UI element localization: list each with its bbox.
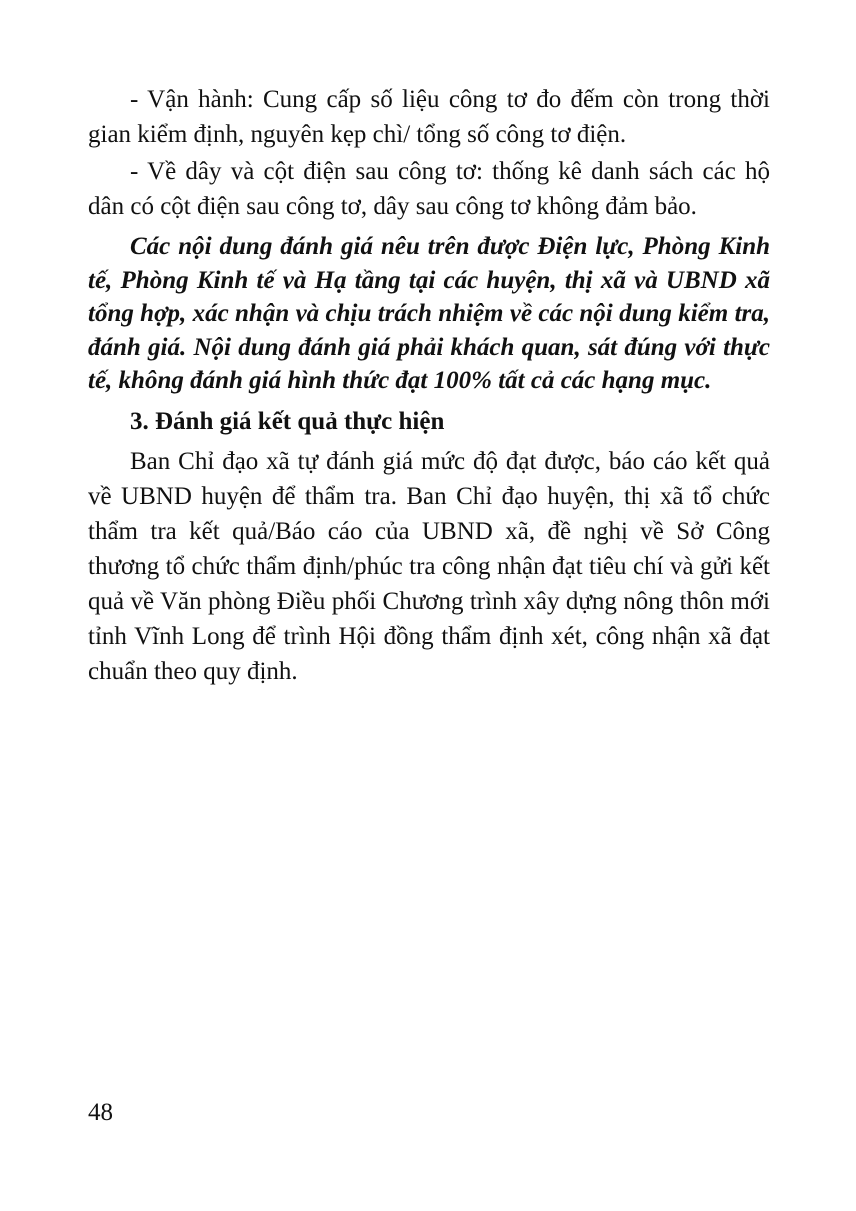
paragraph-ve-day: - Về dây và cột điện sau công tơ: thống kê danh sách các hộ dân có cột điện sau công tơ, dây sau công tơ không đảm bảo. — [88, 158, 770, 220]
paragraph-van-hanh: - Vận hành: Cung cấp số liệu công tơ đo đếm còn trong thời gian kiểm định, nguyên kẹp chì/ tổng số công tơ điện. — [88, 86, 770, 148]
page-body — [88, 82, 770, 689]
section-heading: 3. Đánh giá kết quả thực hiện — [130, 407, 445, 435]
paragraph-ban-chi-dao: Ban Chỉ đạo xã tự đánh giá mức độ đạt được, báo cáo kết quả về UBND huyện để thẩm tra. Ban Chỉ đạo huyện, thị xã tổ chức thẩm tra kết quả/Báo cáo của UBND xã, đề nghị về Sở Công thương tổ chức thẩm định/phúc tra công nhận đạt tiêu chí và gửi kết quả về Văn phòng Điều phối Chương trình xây dựng nông thôn mới tỉnh Vĩnh Long để trình Hội đồng thẩm định xét, công nhận xã đạt chuẩn theo quy định. — [88, 447, 770, 685]
paragraph-emphasis-noi-dung: Các nội dung đánh giá nêu trên được Điện lực, Phòng Kinh tế, Phòng Kinh tế và Hạ tầng tại các huyện, thị xã và UBND xã tổng hợp, xác nhận và chịu trách nhiệm về các nội dung kiểm tra, đánh giá. Nội dung đánh giá phải khách quan, sát đúng với thực tế, không đánh giá hình thức đạt 100% tất cả các hạng mục. — [88, 233, 770, 394]
page-number: 48 — [88, 1099, 113, 1126]
